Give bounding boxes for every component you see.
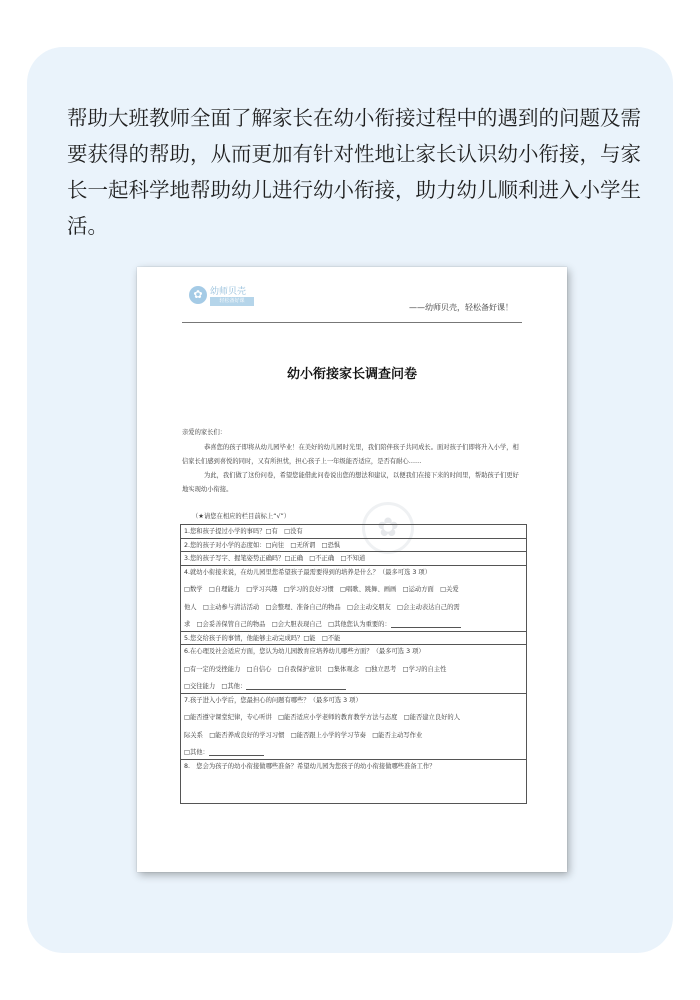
answer-blank	[209, 749, 264, 756]
question-3: 3.您的孩子写字、握笔姿势正确吗？□正确 □不正确 □不知道	[181, 552, 526, 566]
question-2: 2.您的孩子对小学的态度如：□向往 □无所谓 □恐惧	[181, 539, 526, 553]
intro-paragraph-2: 为此，我们做了这份问卷，希望您能借此问卷说出您的想法和建议，以便我们在接下来的时间里，帮助孩子们更好地实现幼小衔接。	[182, 472, 519, 493]
questionnaire-document	[137, 267, 567, 872]
salutation: 亲爱的家长们：	[182, 429, 227, 436]
instruction-tip: （★请您在相应的栏目前标上“√”）	[192, 513, 291, 520]
document-title: 幼小衔接家长调查问卷	[286, 367, 417, 382]
header-divider	[182, 322, 522, 323]
intro-text: 帮助大班教师全面了解家长在幼小衔接过程中的遇到的问题及需要获得的帮助，从而更加有针对性地让家长认识幼小衔接，与家长一起科学地帮助幼儿进行幼小衔接，助力幼儿顺利进入小学生活。	[67, 106, 641, 238]
question-6: 6.在心理及社会适应方面，您认为幼儿园教育应培养幼儿哪些方面？（最多可选 3 项） □有一定的受挫能力 □自信心 □自我保护意识 □集体观念 □独立思考 □学习的自主性 □交往能力 □其他：	[181, 645, 526, 694]
question-table	[180, 524, 527, 804]
shell-logo-icon: ✿	[189, 286, 207, 304]
question-8: 8. 您会为孩子的幼小衔接做哪些准备？希望幼儿园为您孩子的幼小衔接做哪些准备工作？	[184, 762, 436, 770]
question-1: 1.您和孩子提过小学的事吗？□有 □没有	[181, 525, 526, 539]
answer-blank	[246, 683, 346, 690]
slogan: ——幼师贝壳，轻松备好课！	[409, 303, 513, 312]
intro-paragraph-1: 恭喜您的孩子即将从幼儿园毕业！在美好的幼儿园时光里，我们陪伴孩子共同成长。面对孩子们即将升入小学，相信家长们感到喜悦的同时，又有所担忧，担心孩子上一年级能否适应，是否有耐心……	[182, 444, 519, 465]
question-7: 7.孩子进入小学后，您最担心的问题有哪些？（最多可选 3 项） □能否遵守课堂纪律，专心听讲 □能否适应小学老师的教育教学方法与态度 □能否建立良好的人 际关系 □能否养成良好的学习习惯 □能否跟上小学的学习节奏 □能否主动写作业 □其他：	[181, 694, 526, 760]
watermark-icon: ✿	[362, 502, 414, 554]
logo-sub: 轻松备好课	[210, 297, 254, 306]
answer-blank	[391, 621, 461, 628]
logo-name: 幼师贝壳	[210, 287, 247, 297]
question-5: 5.您交给孩子的事情，他能够主动完成吗？□能 □不能	[181, 632, 526, 646]
question-4: 4.就幼小衔接来说，在幼儿园里您希望孩子最需要得到的培养是什么？（最多可选 3 项） □数学 □自理能力 □学习兴趣 □学习的良好习惯 □唱歌、跳舞、画画 □运动方面 □关爱 他人 □主动参与清洁活动 □会整理、准备自己的物品 □会主动交朋友 □会主动表达自己的需 求 □会妥善保管自己的物品 □会大胆表现自己 □其他您认为重要的：	[181, 566, 526, 632]
logo	[189, 284, 253, 310]
